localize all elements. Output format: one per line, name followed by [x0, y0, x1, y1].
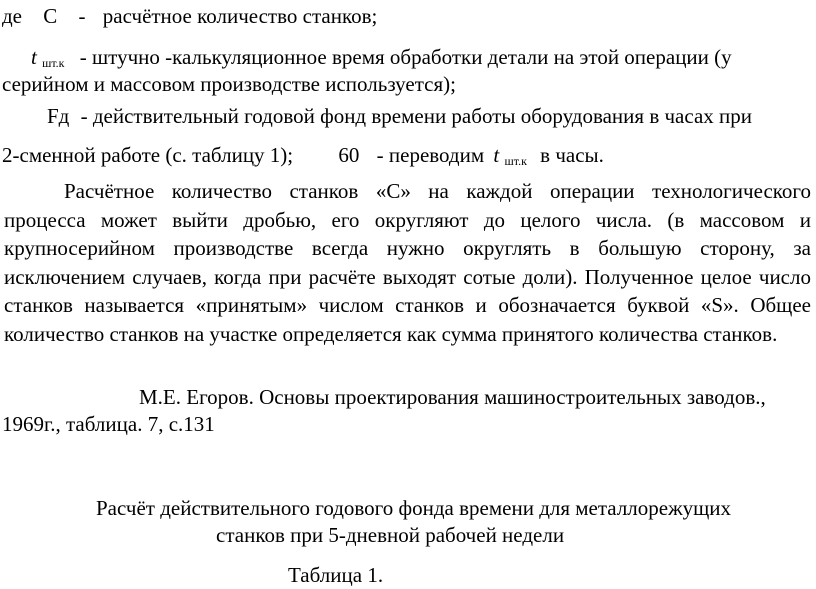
number-60: 60 [338, 143, 360, 167]
body-paragraph [4, 177, 811, 348]
symbol-t: t [493, 143, 500, 167]
definition-text: - действительный годовой фонд времени работы оборудования в часах при [80, 104, 752, 128]
symbol-fd: Fд [47, 104, 70, 128]
heading-line-1 [96, 495, 731, 522]
caption-text: Таблица 1. [288, 563, 384, 587]
reference-line-1 [139, 384, 766, 411]
reference-text: 1969г., таблица. 7, с.131 [2, 412, 215, 436]
heading-text: Расчёт действительного годового фонда времени для металлорежущих [96, 496, 732, 520]
definition-text: серийном и массовом производстве используется); [2, 72, 456, 96]
symbol-t: t [31, 45, 37, 69]
definition-text: в часы. [540, 143, 604, 167]
definition-c [2, 3, 377, 30]
paragraph-text: Расчётное количество станков «С» на каждой операции технологического процесса может выйти дробью, его округляют до целого числа. (в массовом и крупносерийном производстве всегда нужно округлять в большую сторону, за исключением случаев, когда при расчёте выходят сотые доли). Полученное целое число станков называется «принятым» числом станков и обозначается буквой «S». Общее количество станков на участке определяется как сумма принятого количества станков. [4, 179, 811, 346]
table-caption [288, 562, 383, 589]
definition-text: расчётное количество станков; [102, 4, 378, 28]
definition-t-cont [2, 71, 456, 98]
definition-text: 2-сменной работе (с. таблицу 1); [2, 143, 294, 167]
definition-fd-cont [2, 142, 604, 175]
subscript: шт.к [42, 56, 65, 70]
heading-text: станков при 5-дневной рабочей недели [216, 523, 565, 547]
subscript: шт.к [504, 154, 527, 168]
definition-text: - штучно -калькуляционное время обработки детали на этой операции (у [79, 45, 732, 69]
definition-fd [47, 103, 752, 130]
prefix-text: де [2, 4, 23, 28]
definition-text: - переводим [376, 143, 485, 167]
reference-line-2 [2, 411, 215, 438]
heading-line-2 [216, 522, 564, 549]
reference-text: М.Е. Егоров. Основы проектирования машиностроительных заводов., [139, 385, 766, 409]
dash: - [78, 4, 86, 28]
symbol-c: С [43, 4, 58, 28]
